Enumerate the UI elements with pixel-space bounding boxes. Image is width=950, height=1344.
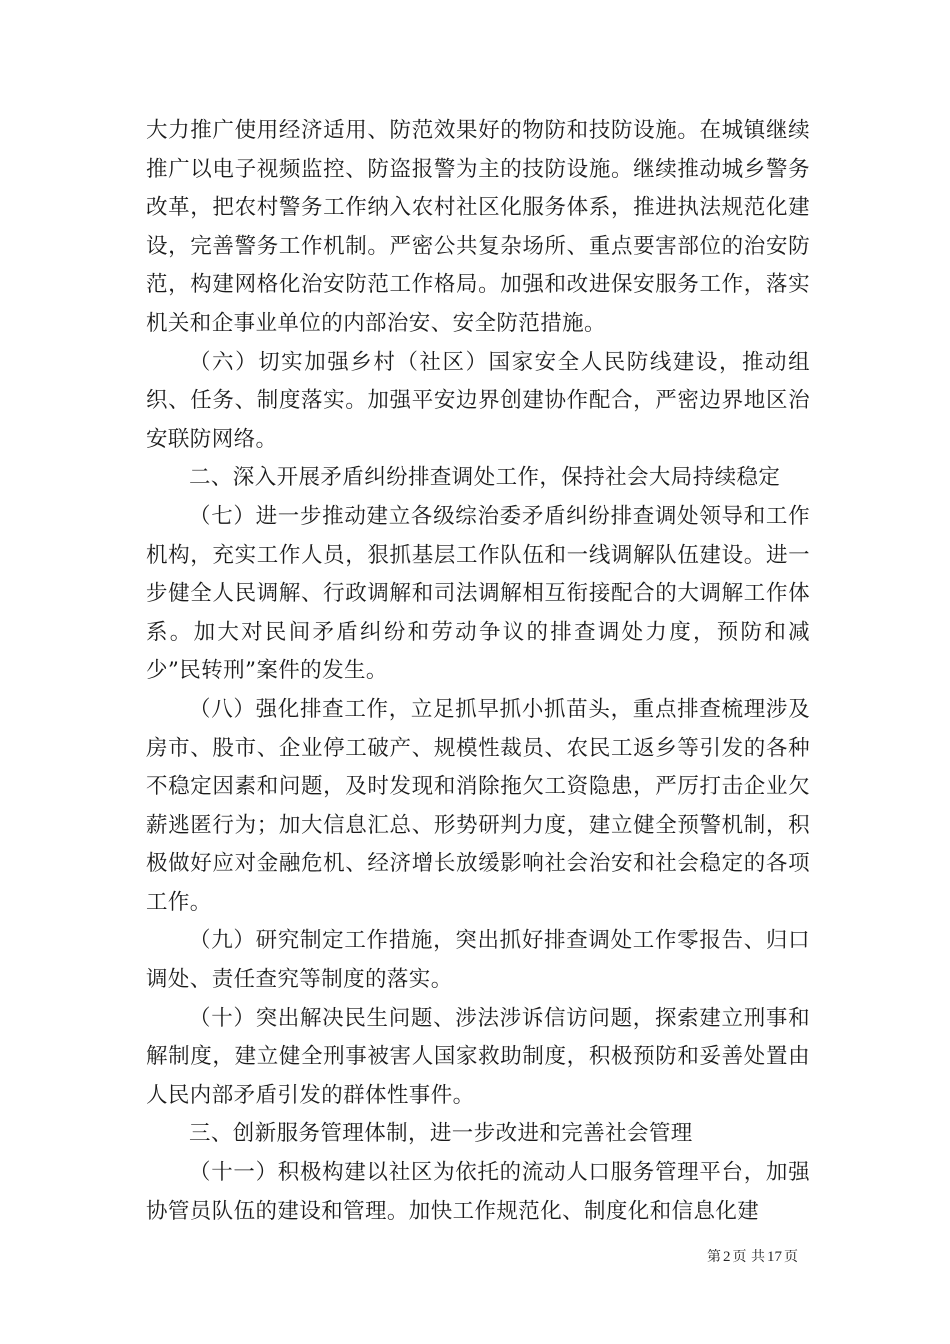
page-footer	[707, 1246, 798, 1266]
paragraph-item-11: （十一）积极构建以社区为依托的流动人口服务管理平台，加强协管员队伍的建设和管理。加快工作规范化、制度化和信息化建	[146, 1160, 810, 1224]
footer-current-page: 2	[723, 1249, 731, 1265]
footer-middle: 页 共	[732, 1249, 765, 1265]
footer-prefix: 第	[707, 1249, 722, 1265]
footer-total-pages: 17	[767, 1249, 782, 1265]
paragraph-item-10: （十）突出解决民生问题、涉法涉诉信访问题，探索建立刑事和解制度，建立健全刑事被害人国家救助制度，积极预防和妥善处置由人民内部矛盾引发的群体性事件。	[146, 1005, 810, 1108]
section-heading-3: 三、创新服务管理体制，进一步改进和完善社会管理	[189, 1121, 693, 1147]
section-heading-2: 二、深入开展矛盾纠纷排查调处工作，保持社会大局持续稳定	[189, 465, 781, 491]
paragraph-item-7: （七）进一步推动建立各级综治委矛盾纠纷排查调处领导和工作机构，充实工作人员，狠抓基层工作队伍和一线调解队伍建设。进一步健全人民调解、行政调解和司法调解相互衔接配合的大调解工作体系。加大对民间矛盾纠纷和劳动争议的排查调处力度，预防和减少”民转刑”案件的发生。	[146, 503, 810, 684]
footer-suffix: 页	[784, 1249, 798, 1265]
paragraph-security-facilities: 大力推广使用经济适用、防范效果好的物防和技防设施。在城镇继续推广以电子视频监控、防盗报警为主的技防设施。继续推动城乡警务改革，把农村警务工作纳入农村社区化服务体系，推进执法规范化建设，完善警务工作机制。严密公共复杂场所、重点要害部位的治安防范，构建网格化治安防范工作格局。加强和改进保安服务工作，落实机关和企事业单位的内部治安、安全防范措施。	[146, 118, 810, 336]
paragraph-item-6: （六）切实加强乡村（社区）国家安全人民防线建设，推动组织、任务、制度落实。加强平安边界创建协作配合，严密边界地区治安联防网络。	[146, 349, 810, 452]
document-body	[146, 112, 810, 1231]
paragraph-item-9: （九）研究制定工作措施，突出抓好排查调处工作零报告、归口调处、责任查究等制度的落实。	[146, 928, 810, 993]
paragraph-item-8: （八）强化排查工作，立足抓早抓小抓苗头，重点排查梳理涉及房市、股市、企业停工破产、规模性裁员、农民工返乡等引发的各种不稳定因素和问题，及时发现和消除拖欠工资隐患，严厉打击企业欠薪逃匿行为；加大信息汇总、形势研判力度，建立健全预警机制，积极做好应对金融危机、经济增长放缓影响社会治安和社会稳定的各项工作。	[146, 696, 810, 915]
